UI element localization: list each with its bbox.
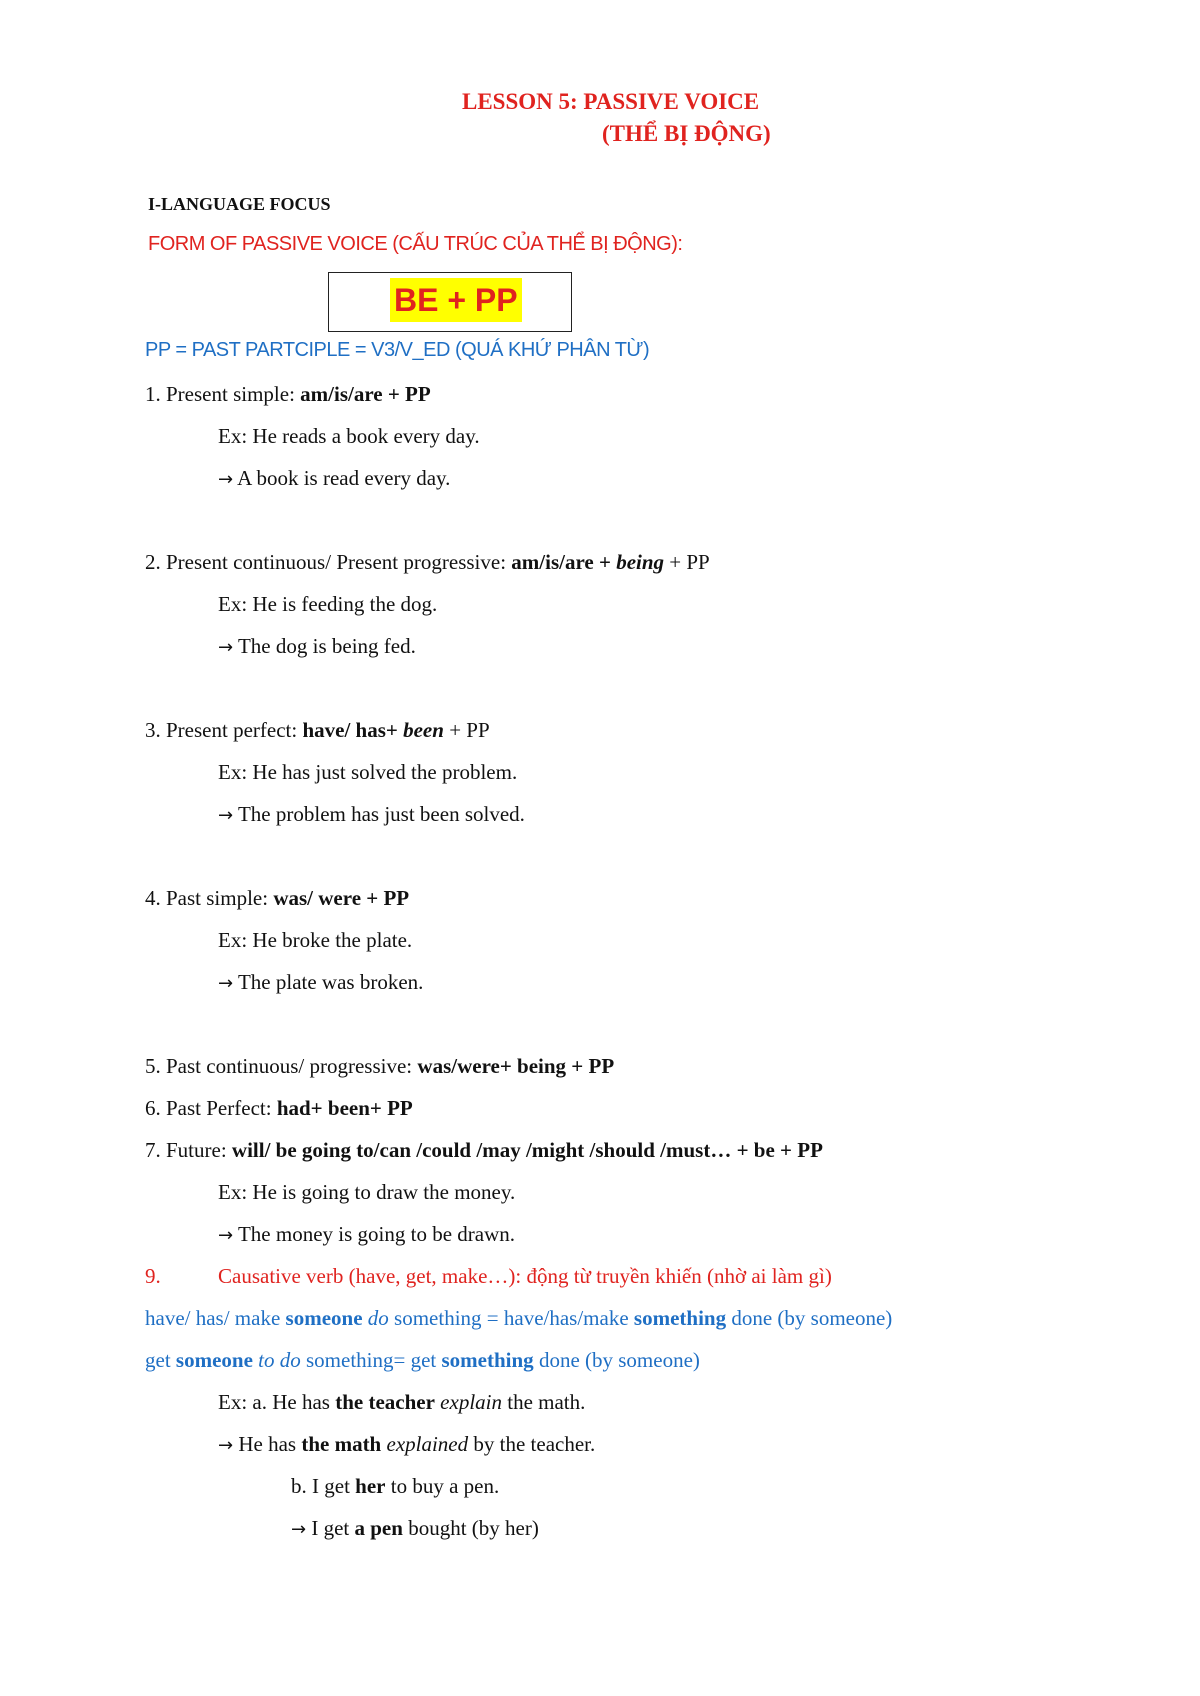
causative-example-b: b. I get her to buy a pen.: [291, 1474, 500, 1498]
causative-result-a: → He has the math explained by the teacher.: [218, 1432, 596, 1456]
item-2-rule: 2. Present continuous/ Present progressive: am/is/are + being + PP: [145, 550, 710, 574]
item-4-example: Ex: He broke the plate.: [218, 928, 413, 952]
causative-result-b: → I get a pen bought (by her): [291, 1516, 539, 1540]
causative-rule-have: have/ has/ make someone do something = have/has/make something done (by someone): [145, 1306, 893, 1330]
arrow-icon: →: [218, 805, 234, 826]
item-2-example: Ex: He is feeding the dog.: [218, 592, 438, 616]
item-3-example: Ex: He has just solved the problem.: [218, 760, 518, 784]
item-7-example: Ex: He is going to draw the money.: [218, 1180, 516, 1204]
formula-highlight: BE + PP: [390, 278, 522, 322]
arrow-icon: →: [218, 1435, 234, 1456]
item-1-example: Ex: He reads a book every day.: [218, 424, 480, 448]
arrow-icon: →: [218, 973, 234, 994]
arrow-icon: →: [218, 469, 234, 490]
arrow-icon: →: [218, 637, 234, 658]
item-1-rule: 1. Present simple: am/is/are + PP: [145, 382, 431, 406]
item-1-result: → A book is read every day.: [218, 466, 451, 490]
lesson-title: LESSON 5: PASSIVE VOICE: [462, 89, 760, 114]
item-2-result: → The dog is being fed.: [218, 634, 416, 658]
item-7-rule: 7. Future: will/ be going to/can /could /may /might /should /must… + be + PP: [145, 1138, 823, 1162]
form-heading: FORM OF PASSIVE VOICE (CẤU TRÚC CỦA THỂ BỊ ĐỘNG):: [148, 233, 683, 255]
item-3-result: → The problem has just been solved.: [218, 802, 525, 826]
item-7-result: → The money is going to be drawn.: [218, 1222, 515, 1246]
arrow-icon: →: [218, 1225, 234, 1246]
causative-rule-get: get someone to do something= get something done (by someone): [145, 1348, 700, 1372]
lesson-subtitle: (THỂ BỊ ĐỘNG): [602, 121, 771, 146]
item-9-heading: Causative verb (have, get, make…): động từ truyền khiến (nhờ ai làm gì): [218, 1264, 832, 1288]
item-4-rule: 4. Past simple: was/ were + PP: [145, 886, 410, 910]
arrow-icon: →: [291, 1519, 307, 1540]
item-5-rule: 5. Past continuous/ progressive: was/were+ being + PP: [145, 1054, 615, 1078]
item-9-number: 9.: [145, 1264, 161, 1288]
pp-definition: PP = PAST PARTCIPLE = V3/V_ED (QUÁ KHỨ PHÂN TỪ): [145, 339, 650, 361]
causative-example-a: Ex: a. He has the teacher explain the math.: [218, 1390, 586, 1414]
item-6-rule: 6. Past Perfect: had+ been+ PP: [145, 1096, 413, 1120]
item-3-rule: 3. Present perfect: have/ has+ been + PP: [145, 718, 490, 742]
section-heading: I-LANGUAGE FOCUS: [148, 194, 331, 214]
item-4-result: → The plate was broken.: [218, 970, 424, 994]
